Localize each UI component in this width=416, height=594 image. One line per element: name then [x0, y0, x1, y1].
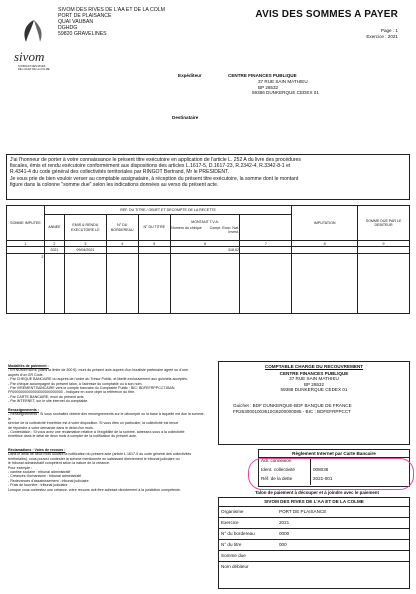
payment-line: auprès d'un GR Code.: [8, 372, 44, 377]
table-group-header: REF. DU TITRE / OBJET ET DECOMPTE DE LA RECETTE: [44, 206, 291, 215]
payment-line: - Par VIREMENT BANCAIRE vers le compte bancaire du Comptable Public : BIC: BDFEFRPPCCT.IBAN: [8, 386, 175, 391]
col-bordereau: N° DU BORDEREAU: [106, 215, 138, 241]
sender-address: [58, 7, 208, 37]
talon-row-value: PORT DE PLAISANCE: [279, 508, 327, 514]
comptable-line: 59386 DUNKERQUE CEDEX 01: [280, 387, 348, 393]
col-number: 4: [106, 241, 138, 247]
col-number: 8: [292, 241, 358, 247]
talon-row-label: Exercice: [221, 519, 239, 525]
carte-bancaire-title: Règlement Internet par Carte Bancaire: [259, 450, 409, 458]
comptable-guichet: Guichet : BDF DUNKERQUE-BDF BANQUE DE FRANCE: [233, 402, 352, 408]
comptable-line: BP 26532: [303, 381, 325, 387]
talon-row: [219, 540, 409, 551]
carte-row-label: Adr. connexion: [259, 458, 311, 467]
page-number: Page : 1: [380, 28, 398, 33]
talon-row-value: 000: [279, 541, 287, 547]
col-titre: N° DU TITRE: [138, 215, 170, 241]
expediteur-line: 37 RUE SAIN MATHIEU: [258, 79, 308, 84]
talon-subtitle: SIVOM DES RIVES DE L'AA ET DE LA COLME: [219, 498, 409, 507]
intro-line: R.4341-4 du code général des collectivités territoriales par RINGOT Bertrand, Mr le PRESIDENT.: [10, 169, 230, 176]
col-annee: ANNEE: [44, 215, 64, 241]
talon-box: [218, 497, 410, 589]
expediteur-line: BP 26532: [258, 84, 279, 90]
renseignements-line: - Contestation : Si vous avez une réclamation relative à l'exigibilité de la somme, adressez-vous à la collectivité: [8, 430, 185, 435]
expediteur-line: CENTRE FINANCES PUBLIQUE: [228, 73, 297, 78]
intro-line: figure dans la colonne "somme due" selon les indications données au verso du présent acte.: [10, 181, 219, 188]
recours-line: - Redevances d'assainissement : tribunal judiciaire: [8, 478, 89, 483]
payment-modes-title: Modalités de paiement :: [8, 364, 49, 368]
sender-line: DGHDG: [58, 25, 78, 31]
col-number: 5: [138, 241, 170, 247]
recours-line: - cantine scolaire : tribunal administratif: [8, 470, 71, 475]
intro-line: fiscales, émis et rendu exécutoire conformément aux dispositions des articles L.1617-5, D.1617-23, R.2342-4, R.3342-8-1 et: [10, 163, 291, 170]
talon-row-value: 0000: [279, 530, 290, 536]
payment-line: - En NUMERAIRE (dans la limite de 300 €), muni du présent avis auprès d'un buraliste partenaire agréé ou d'une: [8, 368, 188, 373]
col-montant-group: [170, 215, 240, 241]
talon-row: [219, 551, 409, 562]
expediteur-address: [228, 73, 378, 79]
col-number: 6: [170, 241, 240, 247]
row-annee: 2021: [44, 247, 64, 254]
intro-line: Je vous prie de bien vouloir verser au comptable assignataire, à réception du présent titre exécutoire, la somme dont le montant: [10, 175, 299, 182]
page-title: AVIS DES SOMMES A PAYER: [255, 9, 398, 20]
intro-line: J'ai l'honneur de porter à votre connaissance le présent titre exécutoire en application de l'article L. 252 A du livre des procédures: [10, 157, 301, 163]
sender-name: SIVOM DES RIVES DE L'AA ET DE LA COLM: [58, 7, 165, 13]
renseignements-line: - Renseignements : Si vous souhaitez obtenir des renseignements sur le décompte ou la base à laquelle est due la somme, le: [8, 412, 205, 421]
recours-line: - Créances d'urbanisme : tribunal administratif: [8, 474, 82, 479]
carte-row-value: 008036: [313, 466, 329, 472]
voies-recours: [8, 448, 208, 492]
talon-row-label: Somme due: [221, 552, 246, 558]
col-emis: EMIS & RENDU EXECUTOIRE LE: [64, 215, 106, 241]
talon-row: [219, 529, 409, 540]
sender-line: QUAI VAUBAN: [58, 19, 94, 25]
col-cheque: Numéro du chèque: [171, 225, 202, 230]
talon-row-label: Organisme: [221, 508, 244, 514]
col-number: 9: [358, 241, 410, 247]
expediteur-label: Expéditeur: [178, 73, 202, 78]
col-tva: T.V.A.: [209, 220, 219, 225]
col-montant: MONTANT: [191, 220, 209, 225]
sender-line: PORT DE PLAISANCE: [58, 13, 112, 19]
talon-row-label: Nom débiteur: [221, 564, 249, 570]
comptable-line: 37 RUE SAIN MATHIEU: [289, 376, 339, 382]
payment-line: - Par CHEQUE BANCAIRE ou auprès de l'ordre du Trésor Public, et libellé exclusivement aux guichets acceptés.: [8, 377, 188, 382]
recours-line: Pour exemple :: [8, 465, 33, 470]
col-invest: Invest.: [228, 230, 239, 235]
logo-sub: DE L'AA ET DE LA COLME: [18, 68, 50, 71]
recours-line: - Frais de fourrière : tribunal judiciaire: [8, 483, 68, 488]
payment-line: - Par chèque accompagné du présent talon, à l'adresse du comptable ou à son nom.: [8, 381, 143, 386]
payment-line: - Par CARTE BANCAIRE, muni du présent avis.: [8, 394, 85, 399]
intro-box: [6, 154, 410, 200]
talon-row-value: 2021: [279, 519, 290, 525]
col-number: 1: [7, 241, 45, 247]
renseignements-line: service de la collectivité émettrice est à votre disposition. Si vous êtes un particulier, la collectivité est tenue: [8, 421, 179, 426]
col-compt: Compt.: [209, 225, 222, 230]
col-somme-imputee: SOMME IMPUTEE: [7, 206, 45, 241]
payment-line: - Par INTERNET, sur le site internet du comptable.: [8, 399, 89, 404]
row-date: 09/04/2021: [64, 247, 106, 254]
carte-row-label: Ident. collectivité: [259, 467, 311, 476]
payment-line: FR0000000000000000000000000 - Indiquez en zone objet la référence du titre.: [8, 390, 136, 395]
logo-wave-icon: [14, 18, 54, 46]
recours-line: le tribunal administratif compétent selon la nature de la créance.: [8, 461, 110, 466]
talon-row-label: N° du bordereau: [221, 530, 255, 536]
renseignements-line: de répondre à votre demande dans le délai d'un mois.: [8, 425, 94, 430]
sender-line: 59820 GRAVELINES: [58, 31, 107, 37]
carte-row-value: 2021-001: [313, 475, 333, 481]
talon-row: [219, 562, 409, 573]
renseignements-line: émettrice dans le délai de deux mois à compter de la notification du présent acte.: [8, 434, 138, 439]
sivom-logo: [14, 18, 54, 71]
logo-word: sivom: [14, 49, 45, 64]
talon-row: [219, 507, 409, 518]
col-extra: [240, 215, 292, 241]
col-imputation: IMPUTATION: [292, 206, 358, 241]
col-somme-due: SOMME DUE PAR LE DEBITEUR: [358, 206, 410, 241]
payment-modes: [8, 364, 208, 404]
recette-table: [6, 205, 410, 314]
logo-sub: SYNDICAT DES RIVES: [18, 65, 46, 68]
destinataire-label: Destinataire: [172, 115, 199, 120]
recours-line: Dans le délai de deux mois suivant la notification du présent acte (article L.1617-5 du code général des collectivités: [8, 452, 192, 457]
talon-row-label: N° du titre: [221, 541, 242, 547]
col-number: 7: [240, 241, 292, 247]
recours-line: territoriales), vous pouvez contester la somme mentionnée en saisissant directement le tribunal judiciaire ou: [8, 456, 180, 461]
row-montant: 318,62: [170, 247, 240, 254]
row-mark: 2: [7, 254, 45, 314]
comptable-iban: FR2630001003610G9200000085 - BIC : BDFEFRPPCCT: [233, 408, 351, 414]
voies-recours-title: Réclamations : Voies de recours :: [8, 448, 66, 452]
expediteur-address-rest: [252, 79, 408, 96]
col-number: 2: [44, 241, 64, 247]
recours-line: Lorsque vous contestez une créance, votre recours doit être adressé directement à la juridiction compétente.: [8, 487, 181, 492]
expediteur-line: 59386 DUNKERQUE CEDEX 01: [252, 90, 319, 96]
talon-title: Talon de paiement à découper et à joindre avec le paiement: [255, 490, 379, 495]
highlight-marker: [248, 458, 414, 490]
carte-row-label: Réf. de la dette: [259, 476, 311, 485]
comptable-title: COMPTABLE CHARGE DU RECOUVREMENT: [264, 364, 364, 369]
renseignements-title: Renseignements :: [8, 408, 39, 412]
col-econ-nat: Econ. Nat.: [222, 225, 239, 230]
col-number: 3: [64, 241, 106, 247]
comptable-line: CENTRE FINANCES PUBLIQUE: [279, 370, 349, 376]
exercise: Exercice : 2021: [366, 34, 398, 39]
comptable-box: [218, 361, 410, 445]
talon-row: [219, 518, 409, 529]
renseignements: [8, 408, 208, 439]
table-row: [7, 247, 410, 254]
